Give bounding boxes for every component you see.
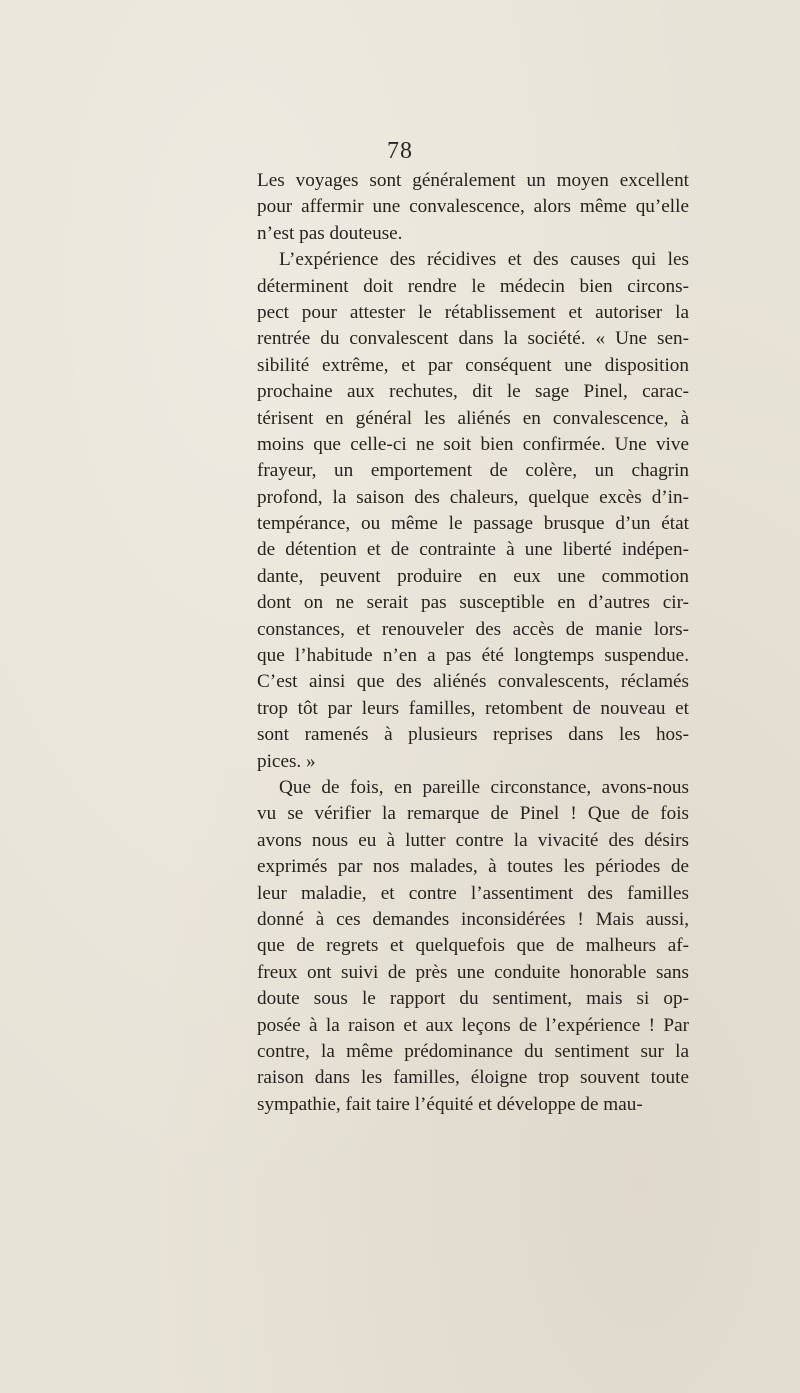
text-line: moins que celle-ci ne soit bien confirmée. Une vive [257,433,689,455]
text-line: tempérance, ou même le passage brusque d’un état [257,513,689,535]
page-number: 78 [387,138,413,164]
text-line: déterminent doit rendre le médecin bien circons- [257,275,689,297]
text-line: sont ramenés à plusieurs reprises dans les hos- [257,724,689,746]
text-line: pices. » [257,750,316,772]
text-line: profond, la saison des chaleurs, quelque excès d’in- [257,486,689,508]
text-line: vu se vérifier la remarque de Pinel ! Que de fois [257,803,689,825]
text-line: dont on ne serait pas susceptible en d’autres cir- [257,592,689,614]
text-line: Que de fois, en pareille circonstance, avons-nous [279,776,689,798]
text-line: contre, la même prédominance du sentiment sur la [257,1040,689,1062]
text-line: posée à la raison et aux leçons de l’expérience ! Par [257,1014,689,1036]
text-line: que de regrets et quelquefois que de malheurs af- [257,935,689,957]
text-line: C’est ainsi que des aliénés convalescents, réclamés [257,671,689,693]
text-line: exprimés par nos malades, à toutes les périodes de [257,856,689,878]
text-line: de détention et de contrainte à une liberté indépen- [257,539,689,561]
text-line: raison dans les familles, éloigne trop souvent toute [257,1067,689,1089]
text-line: freux ont suivi de près une conduite honorable sans [257,961,689,983]
text-line: trop tôt par leurs familles, retombent de nouveau et [257,697,689,719]
text-line: leur maladie, et contre l’assentiment des familles [257,882,689,904]
text-line: L’expérience des récidives et des causes qui les [279,249,689,271]
text-line: n’est pas douteuse. [257,222,403,244]
body-text [257,168,689,1118]
text-line: sibilité extrême, et par conséquent une disposition [257,354,689,376]
text-line: donné à ces demandes inconsidérées ! Mais aussi, [257,908,689,930]
text-line: dante, peuvent produire en eux une commotion [257,565,689,587]
text-line: constances, et renouveler des accès de manie lors- [257,618,689,640]
text-line: rentrée du convalescent dans la société. « Une sen- [257,328,689,350]
text-line: pect pour attester le rétablissement et autoriser la [257,301,689,323]
text-line: térisent en général les aliénés en convalescence, à [257,407,689,429]
text-line: pour affermir une convalescence, alors même qu’elle [257,196,689,218]
text-line: frayeur, un emportement de colère, un chagrin [257,460,689,482]
text-line: que l’habitude n’en a pas été longtemps suspendue. [257,645,689,667]
text-line: avons nous eu à lutter contre la vivacité des désirs [257,829,689,851]
text-line: prochaine aux rechutes, dit le sage Pinel, carac- [257,381,689,403]
text-line: Les voyages sont généralement un moyen excellent [257,170,689,191]
text-line: sympathie, fait taire l’équité et développe de mau- [257,1093,643,1115]
text-line: doute sous le rapport du sentiment, mais si op- [257,988,689,1010]
